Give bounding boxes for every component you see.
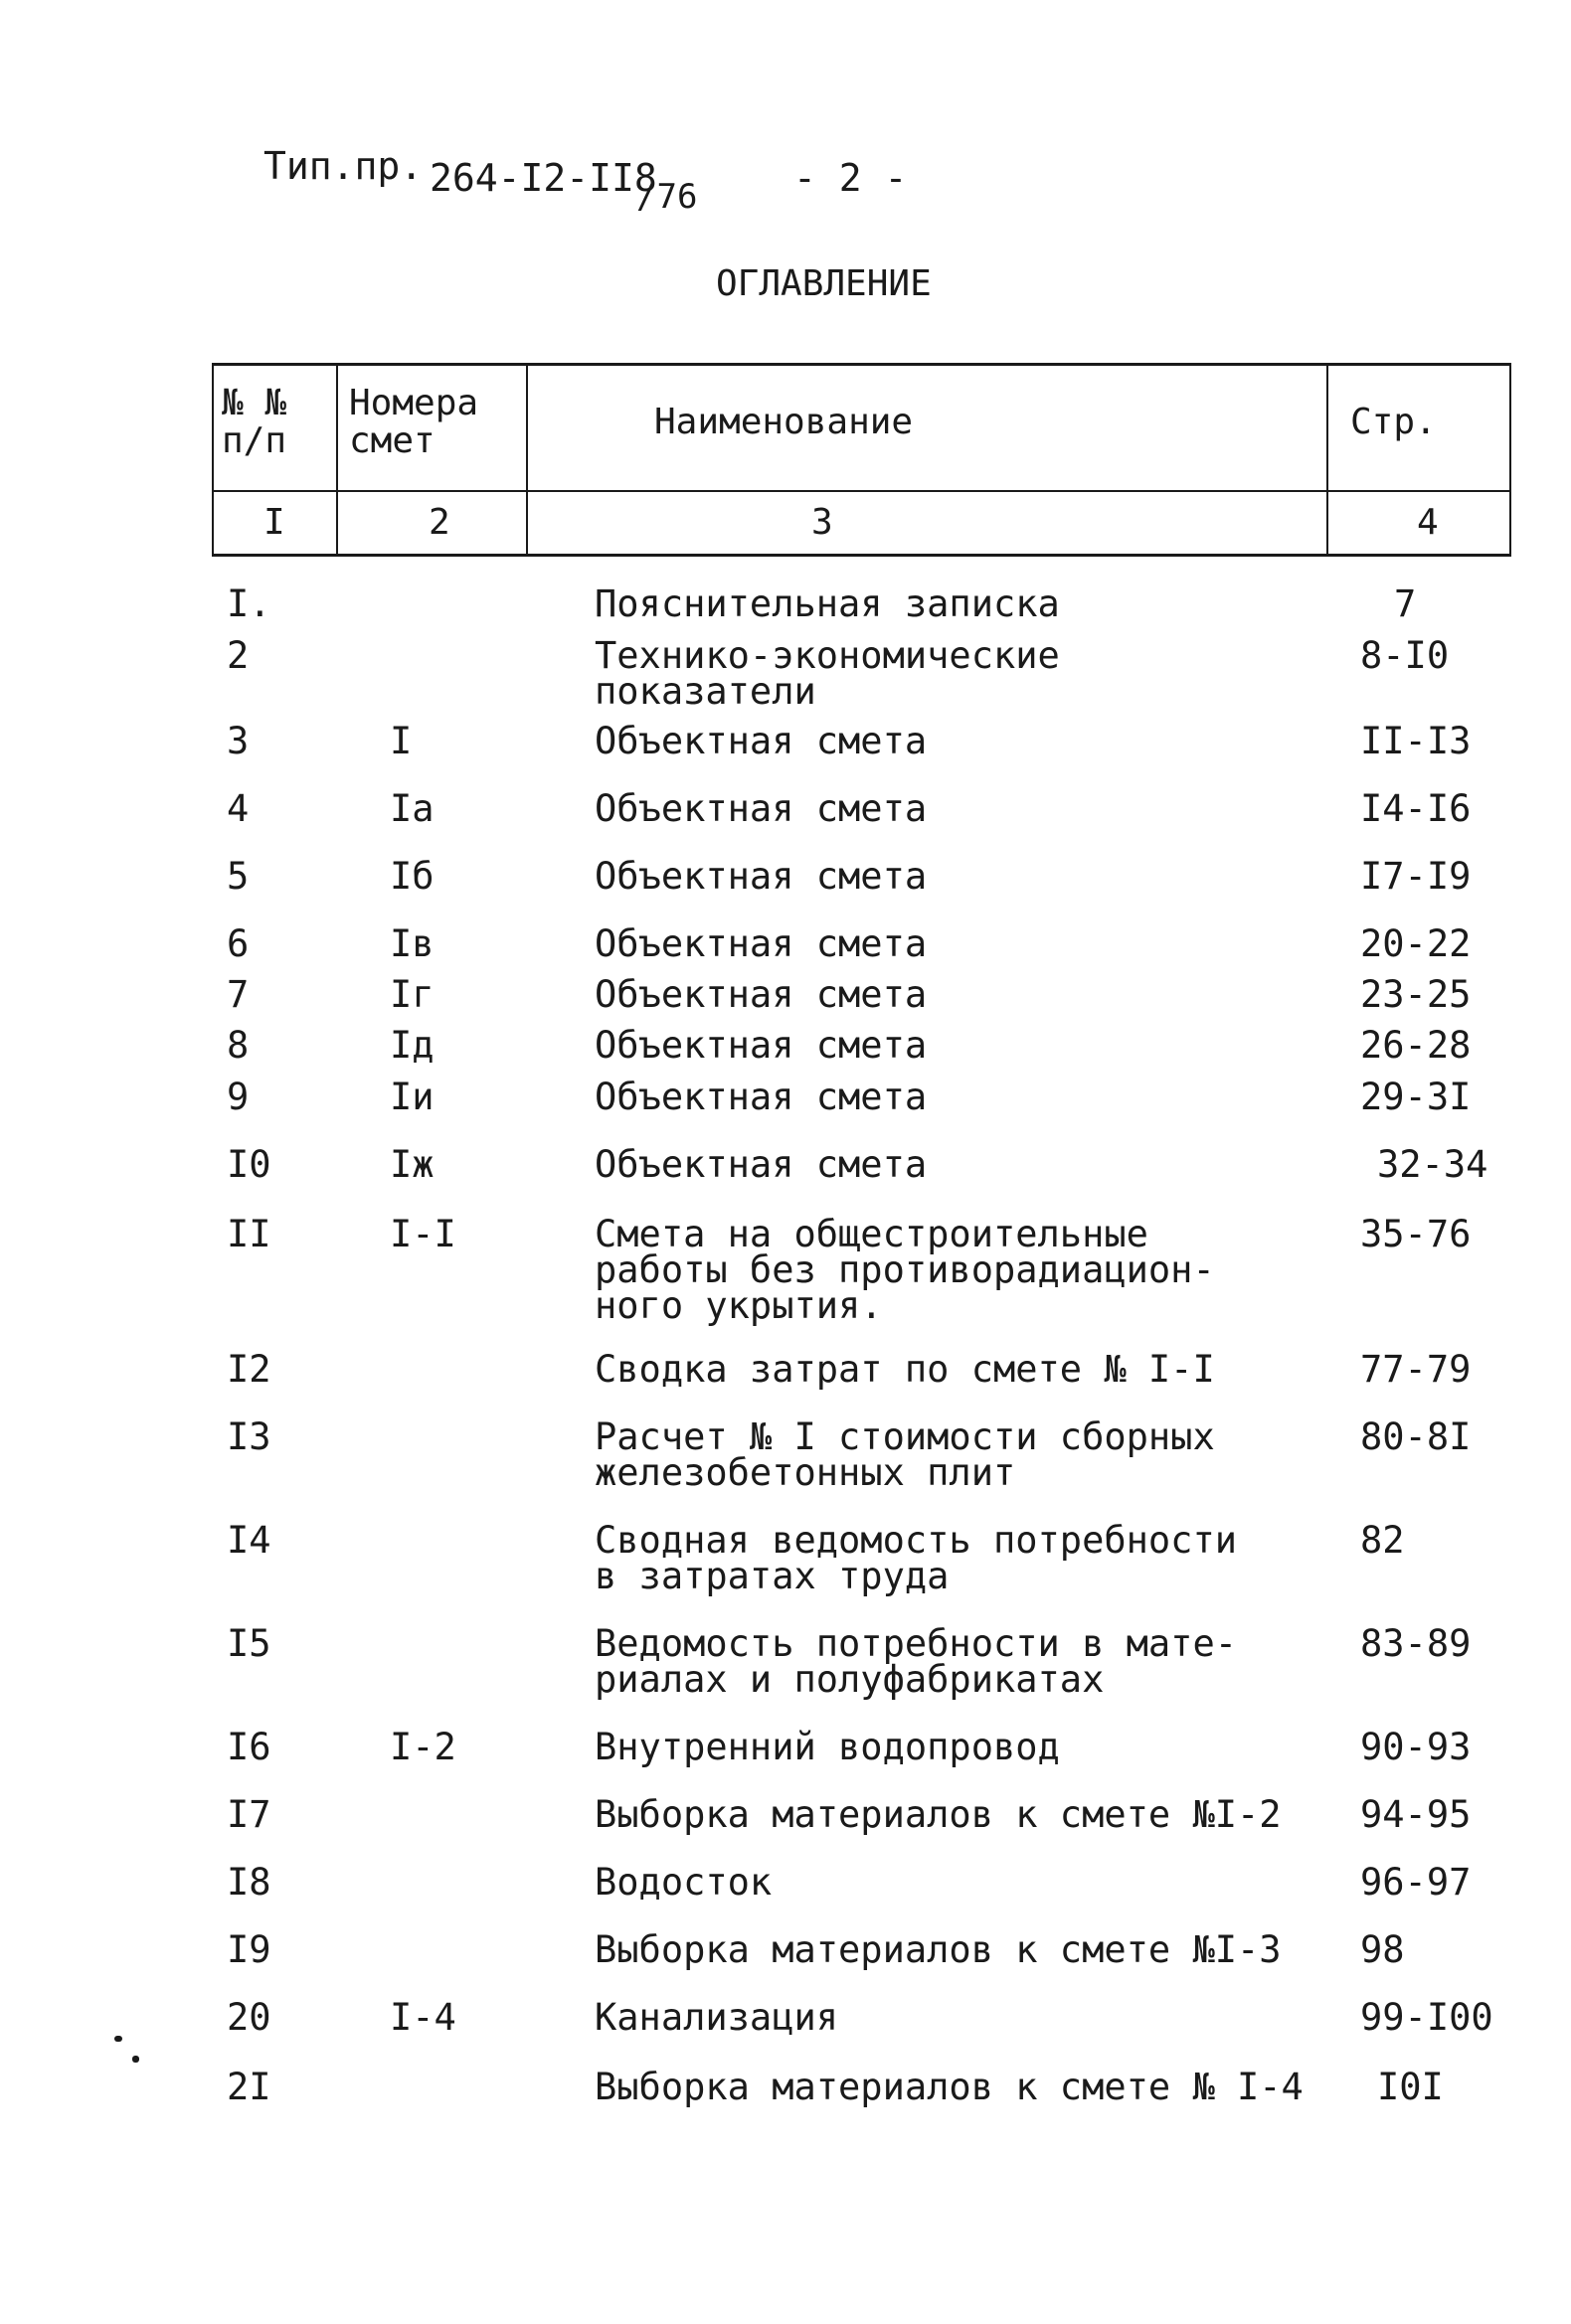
row-estimate: Iа — [390, 787, 435, 830]
col-header-estimate: Номера смет — [349, 383, 479, 461]
row-number: I7 — [227, 1793, 271, 1836]
row-number: I2 — [227, 1348, 271, 1391]
page-title: ОГЛАВЛЕНИЕ — [716, 263, 932, 304]
row-page: 96-97 — [1360, 1861, 1472, 1904]
row-page: 80-8I — [1360, 1415, 1472, 1458]
row-title: Канализация — [595, 1996, 839, 2039]
col-index-3: 3 — [811, 502, 833, 543]
col-header-name: Наименование — [654, 402, 914, 442]
row-estimate: Iг — [390, 973, 435, 1016]
doc-prefix: Тип.пр. — [263, 144, 424, 188]
row-title: Выборка материалов к смете №I-3 — [595, 1928, 1282, 1971]
row-page: 77-79 — [1360, 1348, 1472, 1391]
row-estimate: I-2 — [390, 1726, 456, 1768]
row-title: Объектная смета — [595, 720, 928, 762]
row-estimate: Iж — [390, 1143, 435, 1186]
row-page: 90-93 — [1360, 1726, 1472, 1768]
doc-number: 264-I2-II8 — [430, 156, 657, 200]
row-title: Объектная смета — [595, 787, 928, 830]
row-number: I8 — [227, 1861, 271, 1904]
row-page: I4-I6 — [1360, 787, 1472, 830]
row-title: Смета на общестроительные работы без противорадиацион- ного укрытия. — [595, 1213, 1215, 1327]
row-estimate: Iи — [390, 1076, 435, 1118]
row-number: 2I — [227, 2066, 271, 2108]
row-page: I0I — [1377, 2066, 1444, 2108]
row-number: 7 — [227, 973, 250, 1016]
row-title: Объектная смета — [595, 922, 928, 965]
row-title: Технико-экономические показатели — [595, 634, 1060, 713]
row-estimate: I — [390, 720, 413, 762]
row-title: Сводка затрат по смете № I-I — [595, 1348, 1215, 1391]
row-number: I4 — [227, 1519, 271, 1562]
row-number: 2 — [227, 634, 250, 677]
row-title: Объектная смета — [595, 973, 928, 1016]
row-title: Расчет № I стоимости сборных железобетонных плит — [595, 1415, 1215, 1494]
row-page: 7 — [1394, 582, 1417, 625]
row-title: Объектная смета — [595, 1143, 928, 1186]
col-header-number: № № п/п — [222, 383, 287, 461]
row-page: 26-28 — [1360, 1024, 1472, 1067]
scan-mark — [132, 2056, 139, 2063]
row-title: Выборка материалов к смете № I-4 — [595, 2066, 1304, 2108]
row-title: Пояснительная записка — [595, 582, 1060, 625]
row-page: 98 — [1360, 1928, 1405, 1971]
scan-mark — [114, 2036, 122, 2042]
row-page: 35-76 — [1360, 1213, 1472, 1255]
row-number: I. — [227, 582, 271, 625]
row-title: Объектная смета — [595, 855, 928, 898]
row-page: I7-I9 — [1360, 855, 1472, 898]
row-number: 8 — [227, 1024, 250, 1067]
col-index-2: 2 — [429, 502, 450, 543]
toc-table-header — [212, 363, 1511, 557]
row-page: 8-I0 — [1360, 634, 1450, 677]
row-number: 5 — [227, 855, 250, 898]
row-title: Ведомость потребности в мате- риалах и полуфабрикатах — [595, 1622, 1238, 1701]
row-estimate: Iб — [390, 855, 435, 898]
row-page: 23-25 — [1360, 973, 1472, 1016]
row-number: 20 — [227, 1996, 271, 2039]
row-title: Объектная смета — [595, 1024, 928, 1067]
col-index-4: 4 — [1417, 502, 1439, 543]
row-title: Водосток — [595, 1861, 773, 1904]
row-estimate: I-4 — [390, 1996, 456, 2039]
row-number: 4 — [227, 787, 250, 830]
row-number: I0 — [227, 1143, 271, 1186]
row-page: 83-89 — [1360, 1622, 1472, 1665]
row-title: Внутренний водопровод — [595, 1726, 1060, 1768]
row-title: Объектная смета — [595, 1076, 928, 1118]
row-estimate: Iд — [390, 1024, 435, 1067]
row-number: I3 — [227, 1415, 271, 1458]
row-title: Выборка материалов к смете №I-2 — [595, 1793, 1282, 1836]
row-title: Сводная ведомость потребности в затратах труда — [595, 1519, 1238, 1597]
row-number: 9 — [227, 1076, 250, 1118]
doc-year: /76 — [636, 177, 698, 217]
row-number: I5 — [227, 1622, 271, 1665]
row-number: I9 — [227, 1928, 271, 1971]
row-number: II — [227, 1213, 271, 1255]
row-page: 29-3I — [1360, 1076, 1472, 1118]
row-number: 6 — [227, 922, 250, 965]
row-page: 20-22 — [1360, 922, 1472, 965]
row-page: II-I3 — [1360, 720, 1472, 762]
col-header-page: Стр. — [1350, 402, 1437, 442]
col-index-1: I — [263, 502, 285, 543]
row-page: 99-I00 — [1360, 1996, 1493, 2039]
row-page: 82 — [1360, 1519, 1405, 1562]
page-number: - 2 - — [793, 156, 908, 200]
row-estimate: Iв — [390, 922, 435, 965]
row-estimate: I-I — [390, 1213, 456, 1255]
row-page: 32-34 — [1377, 1143, 1488, 1186]
row-number: I6 — [227, 1726, 271, 1768]
row-number: 3 — [227, 720, 250, 762]
row-page: 94-95 — [1360, 1793, 1472, 1836]
